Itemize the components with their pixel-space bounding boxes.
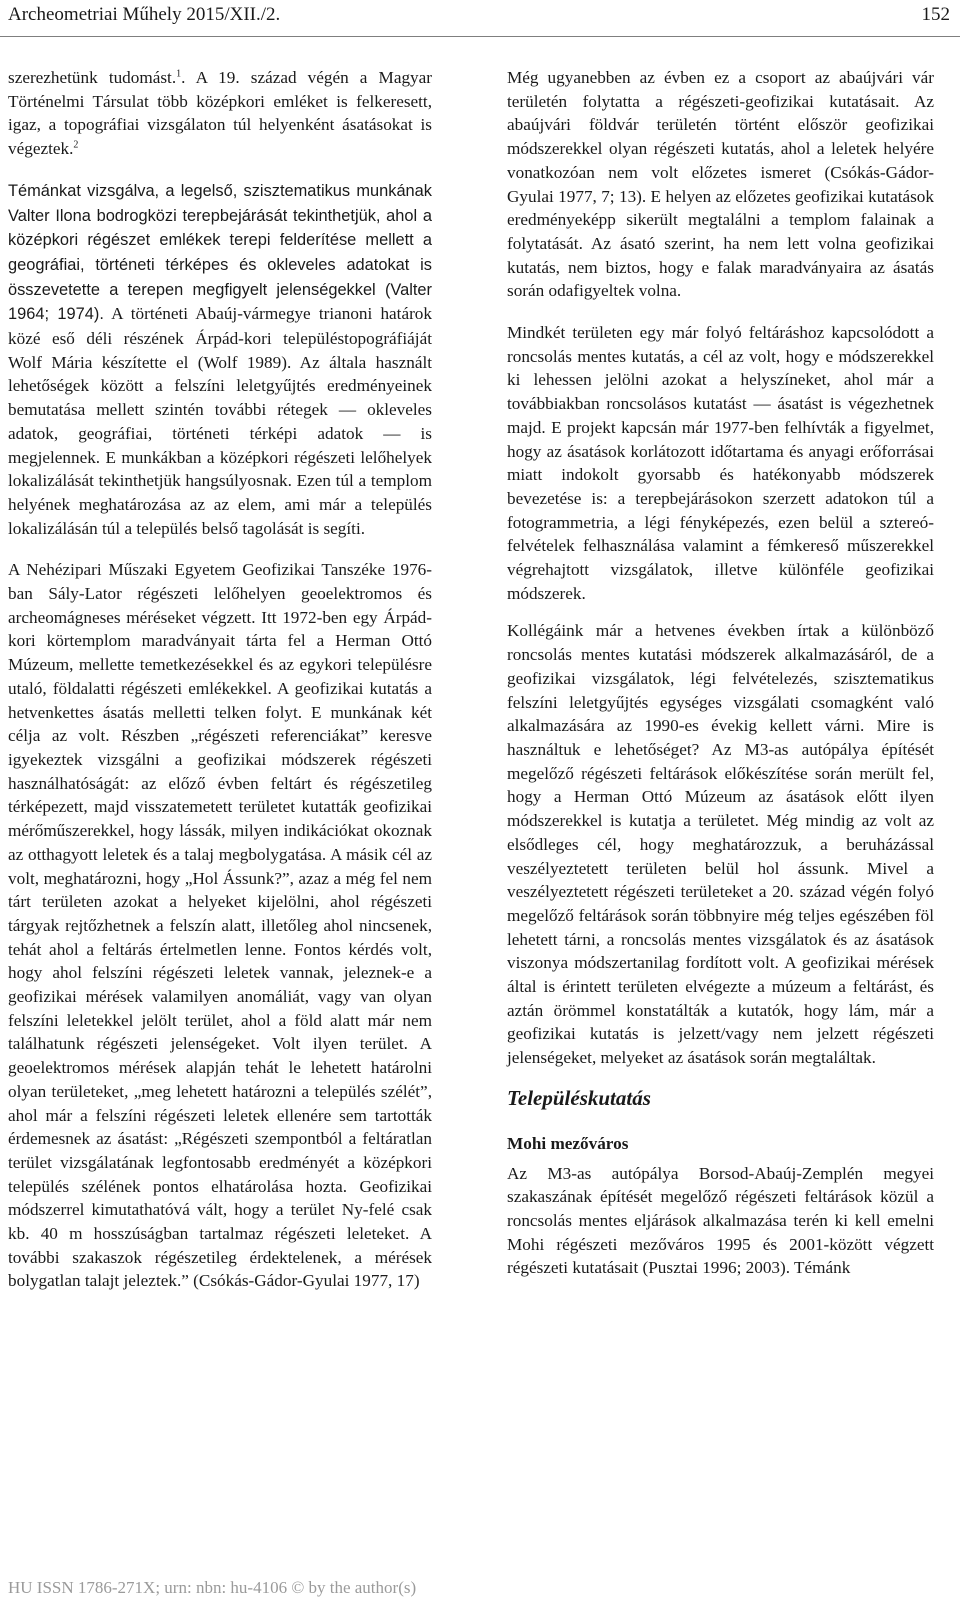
right-column [507,66,934,1280]
left-p2-sans: Témánkat vizsgálva, a legelső, szisztematikus munkának Valter Ilona bodrogközi terepbejárását tekinthetjük, ahol a középkori régészet emlékek terepi felderítése mellett a geográfiai, történeti térképes és okleveles adatokat is összevetette a terepen megfigyelt jelenségekkel (Valter 1964; 1974). [8,181,432,324]
left-p1-text2: . A 19. század végén a Magyar Történelmi Társulat több középkori emléket is felkeresett, igaz, a topográfiai vizsgálaton túl helyenként ásatásokat is végeztek. [8,68,432,159]
journal-title: Archeometriai Műhely 2015/XII./2. [8,4,281,25]
right-paragraph-1: Még ugyanebben az évben ez a csoport az abaújvári vár területén folytatta a régészeti-geofizikai kutatásait. Az abaújvári földvár területén történt először geofizikai módszerekkel olyan régészeti kutatás, ahol a leletek helyére vonatkozóan nem volt előzetes ismeret (Csókás-Gádor-Gyulai 1977, 7; 13). E helyen az előzetes geofizikai kutatások eredményeképp sikerült megtalálni a templom falainak a folytatását. Az ásató szerint, ha nem lett volna geofizikai kutatás, nem biztos, hogy e falak maradványaira az ásatás során odafigyeltek volna. [507,68,934,301]
subheading: Mohi mezőváros [507,1133,629,1153]
left-paragraph-2 [8,179,432,541]
page-header [0,0,960,48]
left-p2-serif: A történeti Abaúj-vármegye trianoni határok közé eső déli részének Árpád-kori településtopográfiáját Wolf Mária készítette el (Wolf 1989). Az általa használt lehetőségek között a felszíni leletgyűjtés eredményeinek bemutatása mellett szintén további rétegek — okleveles adatok, geográfiai, történeti térképi adatok — is megjelennek. E munkákban a középkori régészeti lelőhelyek lokalizálását tekinthetjük hangsúlyosnak. Ezen túl a templom helyének meghatározása az az elem, ami már a település lokalizálásán túl a település belső tagolását is segíti. [8,304,432,538]
page-number: 152 [921,4,950,25]
right-paragraph-4: Az M3-as autópálya Borsod-Abaúj-Zemplén megyei szakaszának építését megelőző régészeti feltárások közül a roncsolás mentes eljárások alkalmazása terén ki kell emelni Mohi régészeti mezőváros 1995 és 2001-között végzett régészeti kutatásait (Pusztai 1996; 2003). Témánk [507,1163,934,1278]
footnote-ref-1: 1 [176,68,182,80]
left-paragraph-1 [8,66,432,161]
right-paragraph-3: Kollégáink már a hetvenes években írtak a különböző roncsolás mentes kutatási módszerek alkalmazásáról, de a geofizikai vizsgálatok, légi felvételezés, szisztematikus felszíni leletgyűjtés egységes vizsgálati csomagként való alkalmazására az 1990-es évekig kellett várni. Mire is használtuk e lehetőséget? Az M3-as autópálya építését megelőző régészeti feltárások előkészítése során merült fel, hogy a Herman Ottó Múzeum az ásatások előtt ilyen módszerekkel is kutatja a területet. Még mindig az volt az elsődleges cél, hogy meghatározzuk, a beruházással veszélyeztetett területen belül hol ássunk. Mivel a veszélyeztetett régészeti területeket a 20. század végén folyó megelőző feltárások során többnyire még teljes egészében föl lehetett tárni, a roncsolás mentes vizsgálatok és az ásatások viszonya módszertanilag fordított volt. A geofizikai mérések által is érintett területen elvégezte a múzeum a feltárást, és aztán örömmel konstatálták a kutatók, hogy lám, már a geofizikai kutatás is jelzett/vagy nem jelzett régészeti jelenségeket, melyeket az ásatások során megtaláltak. [507,621,934,1068]
left-paragraph-3: A Nehézipari Műszaki Egyetem Geofizikai Tanszéke 1976-ban Sály-Lator régészeti lelőhelyen geoelektromos és archeomágneses méréseket végzett. Itt 1972-ben egy Árpád-kori körtemplom maradványait tárta fel a Herman Ottó Múzeum, mellette temetkezésekkel és az egykori településre utaló, földalatti régészeti emlékekkel. A geofizikai kutatás a hetvenkettes ásatás melletti telken folyt. E munkának két célja az volt. Részben „régészeti referenciákat” keresve igyekeztek vizsgálni a geofizikai módszerek régészeti használhatóságát: az előző évben feltárt és régészetileg térképezett, majd visszatemetett területet kutatták geofizikai mérőműszerekkel, hogy lássák, milyen indikációkat okoznak az otthagyott leletek és a talaj megbolygatása. A másik cél az volt, meghatározni, hogy „Hol Ássunk?”, azaz a még fel nem tárt területen azokat a helyeket kijelölni, ahol régészeti tárgyak rejtőzhetnek a felszín alatt, illetőleg ahol nincsenek, tehát ahol a feltárás értelmetlen lenne. Fontos kérdés volt, hogy ahol felszíni régészeti leletek vannak, jeleznek-e a geofizikai mérések valamilyen anomáliát, vagy van olyan felszíni leletekkel jelölt terület, ahol a föld alatt már nem találhatunk régészeti jelenségeket. Volt ilyen terület. A geoelektromos mérések alapján tehát le lehetett határolni olyan területeket, „meg lehetett határozni a település szélét”, ahol már a felszíni régészeti leletek ellenére sem tartották érdemesnek az ásatást: „Régészeti szempontból a feltáratlan terület vizsgálatának legfontosabb eredményét a középkori település szélének pontos elhatárolása hozta. Geofizikai módszerrel kimutathatóvá vált, hogy a terület Ny-felé csak kb. 40 m hosszúságban tartalmaz régészeti leleteket. A további szakaszok régészetileg érdektelenek, a mérések bolygatlan talajt jeleztek.” (Csókás-Gádor-Gyulai 1977, 17) [8,560,432,1291]
section-heading: Településkutatás [507,1085,651,1110]
right-paragraph-2: Mindkét területen egy már folyó feltáráshoz kapcsolódott a roncsolás mentes kutatás, a cél az volt, hogy e módszerekkel ki lehessen jelölni azokat a helyszíneket, ahol már a továbbiakban roncsolásos kutatást — ásatást is végezhetnek majd. E projekt kapcsán már 1977-ben felhívták a figyelmet, hogy az ásatások korlátozott időtartama és anyagi erőforrásai miatt indokolt gyorsabb és hatékonyabb módszerek bevezetése is: a terepbejárásokon szerzett adatokon túl a fotogrammetria, a légi fényképezés, ezen belül a sztereó-felvételek felhasználása valamint a fémkereső műszerekkel végrehajtott vizsgálatok, illetve különféle geofizikai módszerek. [507,323,934,603]
page-footer: HU ISSN 1786-271X; urn: nbn: hu-4106 © by the author(s) [8,1578,417,1597]
header-rule [0,36,960,37]
left-p1-text: szerezhetünk tudomást. [8,68,177,87]
footnote-ref-2: 2 [73,139,79,151]
left-column [8,66,432,1293]
